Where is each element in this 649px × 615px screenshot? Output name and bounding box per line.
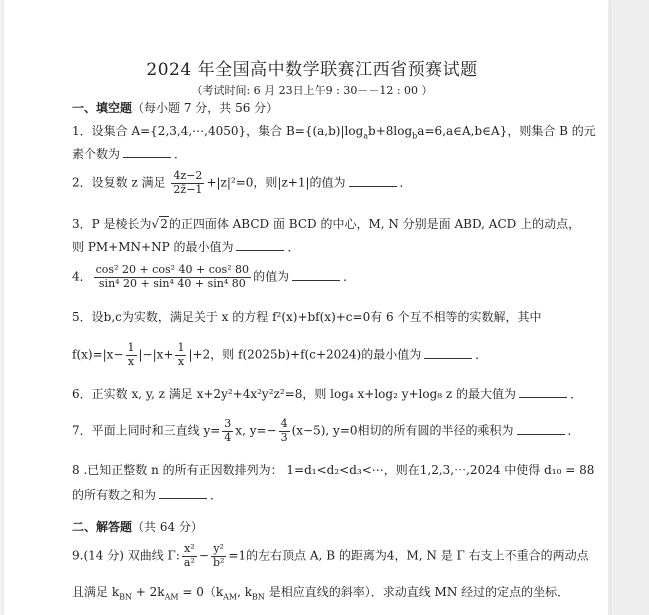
q1-answer-blank[interactable] xyxy=(123,147,171,158)
question-3: 3．P 是棱长为√2的正四面体 ABCD 面 BCD 的中心，M, N 分别是面 ABD, ACD 上的动点， xyxy=(72,217,581,231)
q1-text-b: b+8log xyxy=(368,124,413,138)
question-7 xyxy=(72,418,580,444)
q7-text-a: 7．平面上同时和三直线 y= xyxy=(72,423,221,438)
q7-fraction-1 xyxy=(222,418,233,444)
q6-answer-blank[interactable] xyxy=(519,387,567,398)
q8-text-b: 的所有数之和为 xyxy=(72,488,157,502)
q1-sub-b: b xyxy=(412,131,418,141)
document-page xyxy=(4,0,608,615)
q1-end: ． xyxy=(174,147,187,161)
q3-sqrt: 2 xyxy=(160,217,168,231)
q4-frac-den: sin⁴ 20 + sin⁴ 40 + sin⁴ 80 xyxy=(98,276,246,290)
q7-answer-blank[interactable] xyxy=(517,424,565,435)
section2-heading: 二、解答题 xyxy=(72,520,133,534)
q5-text-a: 5．设b,c为实数，满足关于 x 的方程 f²(x)+bf(x)+c=0有 6 个互不相等的实数解，其中 xyxy=(72,310,542,324)
q2-fraction xyxy=(171,170,204,196)
q5-frac2-den: x xyxy=(177,354,185,368)
q4-text-b: 的值为 xyxy=(253,269,290,284)
q5-answer-blank[interactable] xyxy=(424,348,472,359)
q5-end: ． xyxy=(475,347,488,362)
q2-frac-num: 4z−2 xyxy=(173,169,203,182)
q2-answer-blank[interactable] xyxy=(349,176,397,187)
q1-text-d: 素个数为 xyxy=(72,147,121,161)
q9-fraction-1 xyxy=(182,543,197,569)
q9-sub-am-2: AM xyxy=(223,592,238,602)
section1-heading: 一、填空题 xyxy=(72,101,133,115)
q7-text-c: (x−5), y=0相切的所有圆的半径的乘积为 xyxy=(291,423,514,438)
q5-fraction-1 xyxy=(126,342,137,368)
q9-frac1-den: a² xyxy=(183,555,195,569)
q5-frac1-num: 1 xyxy=(127,341,135,354)
q9-sub-bn-2: BN xyxy=(252,592,265,602)
q2-text-b: +|z|²=0，则|z+1|的值为 xyxy=(206,175,346,190)
question-3-cont xyxy=(72,240,299,255)
q8-text-a: 8 .已知正整数 n 的所有正因数排列为： 1=d₁<d₂<d₃<⋯，则在1,2,3,⋯,2024 中使得 d₁₀ = 88 xyxy=(72,463,595,477)
q9-minus: − xyxy=(198,548,209,563)
q9-frac2-den: b² xyxy=(212,555,225,569)
q7-fraction-2 xyxy=(279,418,290,444)
question-4 xyxy=(72,264,355,290)
viewer-gutter xyxy=(610,0,649,615)
q7-frac1-den: 4 xyxy=(224,430,232,444)
q9-frac2-num: y² xyxy=(213,542,224,555)
question-6 xyxy=(72,387,582,402)
exam-time: （考试时间: 6 月 23日上午9 : 30－－12 : 00 ） xyxy=(191,84,433,97)
section2-note: （共 64 分） xyxy=(132,520,203,534)
q7-frac2-den: 3 xyxy=(280,430,288,444)
q4-text-a: 4． xyxy=(72,269,92,284)
q6-text-a: 6．正实数 x, y, z 满足 x+2y²+4x²y²z²=8，则 log₄ x+log₂ y+log₈ z 的最大值为 xyxy=(72,387,517,401)
q3-text-a: 3．P 是棱长为 xyxy=(72,217,152,231)
q5-text-b2: |−|x+ xyxy=(138,347,174,362)
q3-answer-blank[interactable] xyxy=(236,240,284,251)
q7-frac1-num: 3 xyxy=(224,417,232,430)
page-title: 2024 年全国高中数学联赛江西省预赛试题 xyxy=(146,60,478,80)
q9-text-c2: + 2k xyxy=(131,585,165,599)
question-9-cont xyxy=(72,585,569,602)
q9-text-c: 且满足 k xyxy=(72,585,120,599)
q3-text-c: 则 PM+MN+NP 的最小值为 xyxy=(72,240,234,254)
q5-frac2-num: 1 xyxy=(177,341,185,354)
section-heading-fill xyxy=(72,101,278,116)
q1-text-a: 1．设集合 A={2,3,4,⋯,4050}，集合 B={(a,b)|log xyxy=(72,124,364,138)
q5-frac1-den: x xyxy=(127,354,135,368)
q9-frac1-num: x² xyxy=(184,542,195,555)
q9-text-c5: 是相应直线的斜率）．求动直线 MN 经过的定点的坐标． xyxy=(264,585,570,599)
q7-end: ． xyxy=(567,423,580,438)
q4-answer-blank[interactable] xyxy=(292,270,340,281)
q2-text-a: 2．设复数 z 满足 xyxy=(72,175,166,190)
q7-frac2-num: 4 xyxy=(280,417,288,430)
question-2 xyxy=(72,170,412,196)
q6-end: ． xyxy=(570,387,583,401)
q8-end: ． xyxy=(210,488,223,502)
q9-text-c3: = 0（k xyxy=(178,585,224,599)
q3-text-b: 的正四面体 ABCD 面 BCD 的中心，M, N 分别是面 ABD, ACD 上的动点， xyxy=(168,217,581,231)
q2-end: ． xyxy=(399,175,412,190)
q1-sub-a: a xyxy=(363,131,369,141)
q2-frac-den: 2z̄−1 xyxy=(173,182,203,196)
question-5-cont xyxy=(72,342,487,368)
q1-text-c: a=6,a∈A,b∈A}，则集合 B 的元 xyxy=(417,124,596,138)
q4-frac-num: cos² 20 + cos² 40 + cos² 80 xyxy=(95,263,250,276)
section-heading-solve xyxy=(72,520,203,535)
question-1-cont xyxy=(72,147,186,162)
question-8 xyxy=(72,463,594,478)
q8-answer-blank[interactable] xyxy=(159,488,207,499)
q5-text-c: |+2，则 f(2025b)+f(c+2024)的最小值为 xyxy=(188,347,422,362)
q7-text-b: x, y=− xyxy=(235,423,277,438)
q9-text-a: 9.(14 分) 双曲线 Γ: xyxy=(72,548,180,563)
q5-text-b: f(x)=|x− xyxy=(72,347,124,362)
q9-sub-bn: BN xyxy=(119,592,132,602)
q3-end: ． xyxy=(287,240,300,254)
question-5 xyxy=(72,310,542,325)
q4-fraction xyxy=(94,264,251,290)
q9-fraction-2 xyxy=(211,543,226,569)
question-1 xyxy=(72,124,596,141)
q9-sub-am: AM xyxy=(164,592,179,602)
q4-end: ． xyxy=(343,269,356,284)
question-8-cont xyxy=(72,488,222,503)
section1-note: （每小题 7 分，共 56 分） xyxy=(132,101,279,115)
q5-fraction-2 xyxy=(175,342,186,368)
q9-text-b: =1的左右顶点 A, B 的距离为4，M, N 是 Γ 右支上不重合的两动点 xyxy=(228,548,589,563)
question-9 xyxy=(72,543,589,569)
q9-text-c4: , k xyxy=(237,585,253,599)
